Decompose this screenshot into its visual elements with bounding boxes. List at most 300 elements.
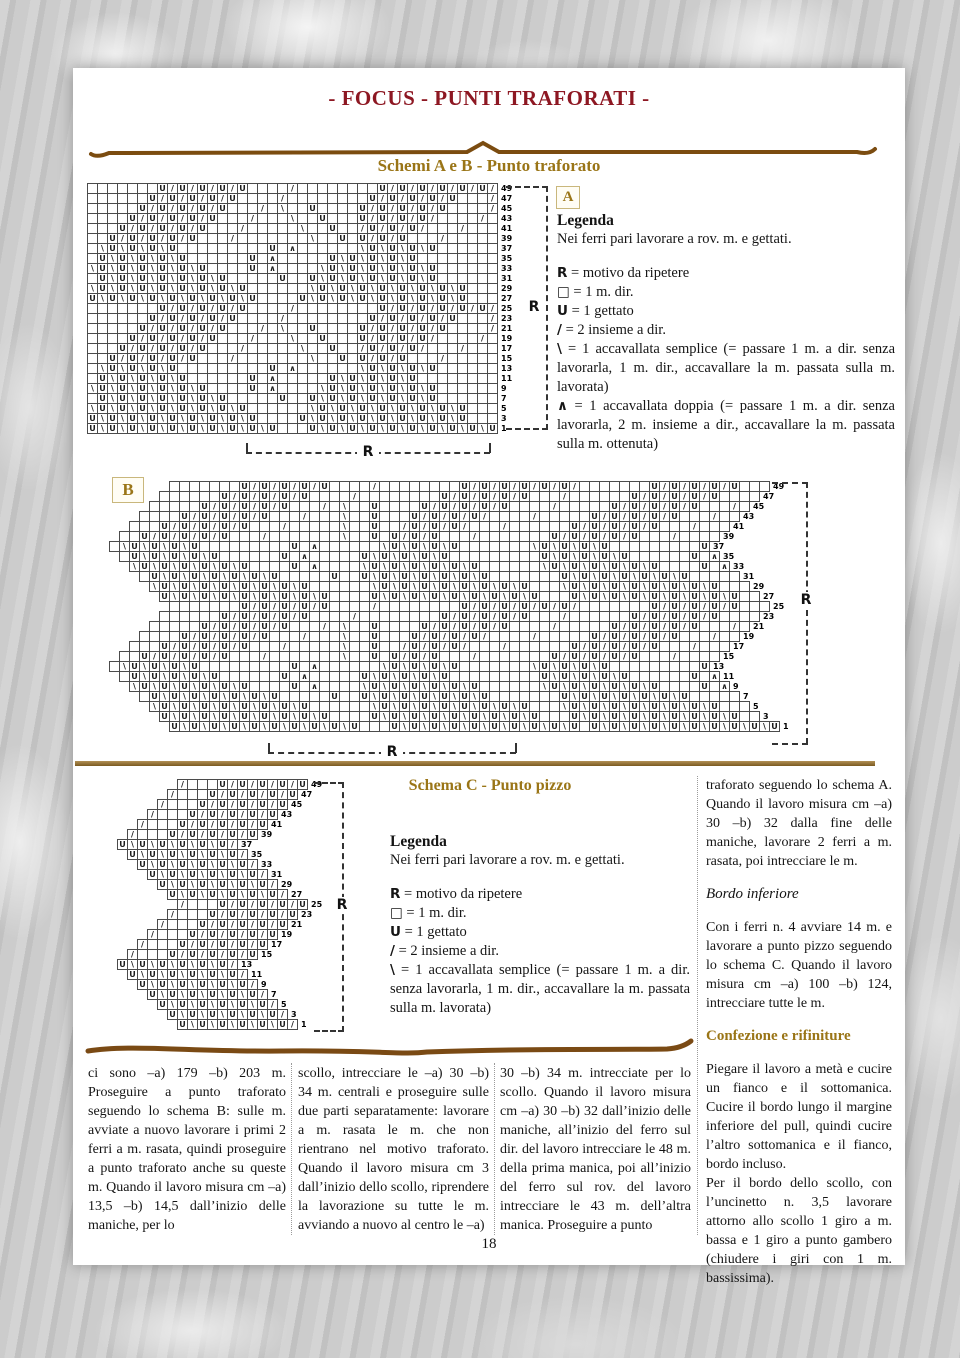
chart-cell: U	[459, 701, 470, 712]
chart-cell: /	[269, 501, 280, 512]
chart-cell: \	[297, 343, 308, 354]
chart-cell: U	[279, 601, 290, 612]
chart-cell: /	[509, 481, 520, 492]
chart-cell: /	[167, 203, 178, 214]
chart-cell: U	[167, 949, 178, 960]
chart-cell: U	[447, 193, 458, 204]
legend-symbol-square: □	[557, 284, 570, 300]
chart-cell: U	[377, 293, 388, 304]
chart-cell: U	[449, 631, 460, 642]
bottom-column-2: scollo, intrecciare le –a) 30 –b) 34 m. centrali e proseguire sulle due parti separatamente: lavorare a m. rasata le m. che non rientrano nel motivo traforato. Quando il lavoro misura cm 3 dall’inizio dello scollo, riprendere la lavorazione su tutte le m. avviando a nuovo al centro le –a)	[298, 1066, 489, 1233]
chart-cell: /	[387, 183, 398, 194]
chart-cell: U	[589, 531, 600, 542]
chart-cell: U	[449, 511, 460, 522]
chart-cell: U	[177, 323, 188, 334]
chart-cell: U	[559, 671, 570, 682]
chart-cell: /	[417, 223, 428, 234]
legend-item: / = 2 insieme a dir.	[390, 943, 499, 959]
chart-cell: U	[419, 621, 430, 632]
chart-cell: U	[239, 681, 250, 692]
chart-cell: U	[157, 253, 168, 264]
chart-cell: \	[97, 243, 108, 254]
row-number: 15	[261, 950, 273, 959]
chart-cell: U	[569, 721, 580, 732]
chart-cell: \	[439, 661, 450, 672]
chart-cell: U	[679, 571, 690, 582]
chart-cell: U	[347, 263, 358, 274]
chart-cell: \	[649, 571, 660, 582]
chart-cell: U	[187, 423, 198, 434]
legend-item: U = 1 gettato	[390, 924, 467, 940]
chart-cell: U	[147, 363, 158, 374]
chart-cell: U	[239, 581, 250, 592]
legend-item: U = 1 gettato	[557, 303, 634, 319]
chart-cell: U	[457, 403, 468, 414]
chart-cell: U	[729, 481, 740, 492]
chart-cell: /	[457, 223, 468, 234]
chart-cell: U	[649, 521, 660, 532]
chart-cell: \	[167, 999, 178, 1010]
chart-cell: \	[387, 283, 398, 294]
chart-cell: \	[177, 413, 188, 424]
bordo-inferiore-heading: Bordo inferiore	[706, 886, 799, 902]
chart-cell: /	[659, 621, 670, 632]
chart-cell: U	[207, 829, 218, 840]
chart-cell: \	[197, 1009, 208, 1020]
legend-item: R = motivo da ripetere	[390, 886, 523, 902]
chart-cell: U	[589, 511, 600, 522]
chart-cell: \	[447, 293, 458, 304]
chart-cell: U	[239, 491, 250, 502]
chart-cell: \	[447, 413, 458, 424]
chart-cell: /	[189, 511, 200, 522]
chart-cell: U	[459, 611, 470, 622]
legend-a	[557, 212, 895, 454]
chart-cell: U	[279, 481, 290, 492]
chart-cell: /	[377, 343, 388, 354]
chart-b-bracket-bottom	[772, 743, 808, 745]
row-number: 5	[501, 404, 507, 413]
chart-cell: U	[429, 661, 440, 672]
chart-cell: /	[489, 491, 500, 502]
chart-cell: /	[419, 631, 430, 642]
chart-cell: U	[227, 293, 238, 304]
chart-cell: U	[197, 303, 208, 314]
chart-cell: /	[469, 501, 480, 512]
chart-cell: U	[199, 591, 210, 602]
chart-cell: U	[669, 621, 680, 632]
chart-cell: /	[579, 521, 590, 532]
chart-cell: /	[177, 899, 188, 910]
chart-cell: /	[287, 183, 298, 194]
chart-cell: U	[267, 789, 278, 800]
chart-cell: U	[247, 829, 258, 840]
chart-cell: /	[427, 203, 438, 214]
chart-cell: /	[499, 641, 510, 652]
chart-cell: /	[237, 909, 248, 920]
chart-cell: U	[167, 233, 178, 244]
chart-cell: \	[619, 721, 630, 732]
chart-cell: U	[177, 263, 188, 274]
chart-cell: ∧	[709, 671, 720, 682]
chart-cell: \	[699, 591, 710, 602]
chart-cell: U	[579, 691, 590, 702]
row-number: 15	[723, 652, 735, 661]
chart-cell: \	[519, 721, 530, 732]
chart-cell: \	[97, 363, 108, 374]
chart-cell: /	[207, 303, 218, 314]
chart-cell: /	[419, 641, 430, 652]
chart-cell: \	[439, 721, 450, 732]
chart-cell: U	[509, 721, 520, 732]
chart-cell: \	[639, 561, 650, 572]
chart-cell: \	[357, 273, 368, 284]
chart-cell: U	[237, 899, 248, 910]
chart-cell: \	[357, 243, 368, 254]
chart-cell: U	[187, 869, 198, 880]
chart-cell: U	[259, 511, 270, 522]
chart-cell: U	[157, 273, 168, 284]
chart-cell: /	[257, 989, 268, 1000]
chart-cell: U	[217, 819, 228, 830]
chart-cell: U	[167, 193, 178, 204]
chart-cell: U	[229, 571, 240, 582]
chart-cell: U	[409, 591, 420, 602]
chart-cell: \	[117, 413, 128, 424]
chart-cell: /	[599, 631, 610, 642]
chart-cell: \	[539, 561, 550, 572]
chart-cell: U	[217, 959, 228, 970]
chart-cell: \	[167, 263, 178, 274]
chart-cell: /	[177, 193, 188, 204]
chart-cell: \	[337, 263, 348, 274]
row-number: 23	[501, 314, 513, 323]
chart-cell: \	[439, 711, 450, 722]
chart-cell: U	[337, 403, 348, 414]
row-number: 43	[281, 810, 293, 819]
chart-cell: \	[337, 383, 348, 394]
chart-cell: \	[377, 373, 388, 384]
chart-cell: U	[519, 601, 530, 612]
chart-a-bracket-line	[546, 186, 548, 430]
chart-cell: /	[289, 601, 300, 612]
chart-cell: U	[217, 183, 228, 194]
row-number: 27	[763, 592, 775, 601]
chart-cell: \	[167, 283, 178, 294]
chart-cell: \	[147, 253, 158, 264]
chart-cell: /	[149, 531, 160, 542]
chart-cell: U	[237, 859, 248, 870]
chart-cell: U	[387, 393, 398, 404]
chart-cell: \	[189, 591, 200, 602]
chart-cell: /	[639, 521, 650, 532]
chart-cell: U	[107, 423, 118, 434]
chart-cell: /	[729, 621, 740, 632]
chart-cell: \	[237, 293, 248, 304]
chart-cell: \	[369, 571, 380, 582]
chart-cell: U	[649, 681, 660, 692]
chart-cell: /	[679, 611, 690, 622]
chart-cell: \	[429, 571, 440, 582]
row-number: 35	[723, 552, 735, 561]
chart-cell: ∧	[267, 253, 278, 264]
chart-cell: U	[177, 959, 188, 970]
chart-cell: U	[659, 571, 670, 582]
chart-cell: U	[299, 591, 310, 602]
chart-cell: /	[137, 333, 148, 344]
chart-cell: U	[689, 481, 700, 492]
chart-cell: /	[679, 481, 690, 492]
chart-cell: U	[177, 303, 188, 314]
chart-cell: U	[177, 1019, 188, 1030]
chart-cell: \	[117, 293, 128, 304]
chart-cell: \	[417, 363, 428, 374]
chart-cell: \	[409, 571, 420, 582]
bottom-column-3: 30 –b) 34 m. intrecciate per lo scollo. Quando il lavoro misura cm –a) 30 –b) 32 dall’inizio delle maniche, all’inizio del ferro sul dir. del lavoro intrecciare le 48 m. della prima manica, poi all’inizio del ferro sul rov. del lavoro intrecciare le 43 m. dell’altra manica. Proseguire a punto	[500, 1066, 691, 1233]
chart-cell: U	[197, 819, 208, 830]
chart-cell: U	[429, 521, 440, 532]
chart-cell: \	[367, 413, 378, 424]
chart-cell: /	[449, 621, 460, 632]
chart-cell: U	[157, 223, 168, 234]
row-number: 25	[773, 602, 785, 611]
chart-cell: U	[317, 283, 328, 294]
chart-cell: U	[619, 571, 630, 582]
chart-cell: \	[187, 283, 198, 294]
chart-cell: U	[377, 413, 388, 424]
chart-cell: U	[207, 929, 218, 940]
chart-cell: U	[309, 721, 320, 732]
chart-cell: U	[237, 819, 248, 830]
chart-cell: U	[317, 403, 328, 414]
chart-cell: \	[139, 661, 150, 672]
chart-cell: /	[407, 203, 418, 214]
chart-cell: U	[367, 193, 378, 204]
chart-cell: U	[197, 203, 208, 214]
chart-cell: \	[379, 561, 390, 572]
chart-cell: \	[97, 423, 108, 434]
chart-cell: /	[209, 531, 220, 542]
chart-cell: \	[339, 631, 350, 642]
chart-b-label: B	[112, 477, 144, 503]
chart-cell: U	[279, 501, 290, 512]
chart-cell: /	[659, 481, 670, 492]
chart-cell: U	[289, 681, 300, 692]
chart-cell: U	[177, 203, 188, 214]
row-number: 19	[743, 632, 755, 641]
chart-cell: /	[679, 491, 690, 502]
chart-cell: \	[117, 363, 128, 374]
chart-cell: U	[437, 183, 448, 194]
chart-cell: U	[327, 423, 338, 434]
row-number: 31	[271, 870, 283, 879]
chart-cell: U	[239, 621, 250, 632]
chart-cell: U	[137, 273, 148, 284]
chart-cell: \	[157, 363, 168, 374]
chart-cell: U	[609, 701, 620, 712]
chart-cell: /	[217, 789, 228, 800]
chart-cell: /	[167, 223, 178, 234]
chart-cell: U	[377, 283, 388, 294]
chart-cell: \	[227, 999, 238, 1010]
chart-cell: /	[157, 919, 168, 930]
chart-cell: U	[549, 721, 560, 732]
chart-cell: U	[87, 293, 98, 304]
chart-cell: U	[257, 879, 268, 890]
chart-cell: U	[259, 621, 270, 632]
chart-cell: \	[379, 711, 390, 722]
chart-cell: /	[189, 631, 200, 642]
row-number: 11	[251, 970, 263, 979]
chart-cell: U	[87, 413, 98, 424]
chart-cell: U	[387, 343, 398, 354]
chart-cell: U	[147, 333, 158, 344]
chart-cell: /	[227, 799, 238, 810]
chart-cell: \	[117, 243, 128, 254]
chart-cell: \	[679, 711, 690, 722]
chart-cell: /	[267, 779, 278, 790]
chart-cell: \	[469, 691, 480, 702]
chart-cell: U	[169, 671, 180, 682]
chart-cell: U	[449, 541, 460, 552]
chart-cell: U	[459, 501, 470, 512]
column-separator-1	[291, 1063, 292, 1235]
chart-cell: /	[269, 491, 280, 502]
chart-cell: U	[669, 481, 680, 492]
chart-cell: U	[669, 501, 680, 512]
chart-cell: U	[179, 561, 190, 572]
chart-cell: \	[87, 283, 98, 294]
chart-cell: U	[479, 501, 490, 512]
chart-cell: U	[277, 779, 288, 790]
chart-cell: \	[307, 233, 318, 244]
chart-cell: U	[437, 323, 448, 334]
chart-cell: \	[159, 691, 170, 702]
chart-cell: U	[417, 283, 428, 294]
chart-cell: U	[169, 541, 180, 552]
row-number: 27	[501, 294, 513, 303]
chart-cell: \	[337, 393, 348, 404]
chart-cell: U	[417, 183, 428, 194]
chart-cell: \	[669, 571, 680, 582]
chart-cell: U	[599, 541, 610, 552]
chart-cell: U	[489, 721, 500, 732]
chart-cell: /	[579, 651, 590, 662]
chart-cell: U	[159, 711, 170, 722]
chart-cell: /	[419, 651, 430, 662]
chart-cell: U	[397, 293, 408, 304]
chart-cell: \	[177, 889, 188, 900]
chart-cell: U	[709, 711, 720, 722]
chart-cell: \	[247, 879, 258, 890]
chart-cell: U	[499, 701, 510, 712]
chart-cell: \	[357, 263, 368, 274]
chart-cell: U	[337, 233, 348, 244]
chart-cell: U	[347, 253, 358, 264]
legend-item: \ = 1 accavallata semplice (= passare 1 m. a dir. senza lavorarla, 1 m. dir., accavallare la m. passata sulla m. lavorata)	[557, 341, 895, 395]
chart-cell: \	[199, 571, 210, 582]
chart-cell: /	[469, 491, 480, 502]
chart-cell: U	[239, 641, 250, 652]
chart-cell: /	[217, 313, 228, 324]
chart-cell: U	[247, 909, 258, 920]
chart-cell: \	[167, 859, 178, 870]
chart-cell: /	[449, 501, 460, 512]
chart-cell: \	[107, 253, 118, 264]
chart-cell: U	[207, 193, 218, 204]
chart-cell: /	[349, 491, 360, 502]
legend-a-intro: Nei ferri pari lavorare a rov. m. e gettati.	[557, 231, 792, 247]
chart-cell: /	[639, 631, 650, 642]
chart-cell: U	[337, 293, 348, 304]
chart-b-bracket-top	[772, 482, 808, 484]
chart-cell: U	[179, 521, 190, 532]
chart-cell: /	[509, 601, 520, 612]
chart-cell: U	[167, 243, 178, 254]
chart-cell: \	[409, 671, 420, 682]
chart-cell: U	[177, 979, 188, 990]
chart-cell: U	[137, 959, 148, 970]
chart-cell: U	[159, 531, 170, 542]
chart-cell: \	[137, 243, 148, 254]
chart-cell: \	[159, 571, 170, 582]
chart-cell: \	[679, 701, 690, 712]
chart-c-bracket-bottom	[314, 1030, 344, 1032]
chart-cell: /	[187, 323, 198, 334]
chart-cell: \	[659, 581, 670, 592]
chart-cell: U	[319, 481, 330, 492]
row-number: 5	[753, 702, 759, 711]
chart-cell: /	[237, 929, 248, 940]
chart-cell: U	[197, 799, 208, 810]
chart-cell: /	[367, 353, 378, 364]
chart-cell: \	[147, 273, 158, 284]
chart-cell: U	[327, 343, 338, 354]
chart-cell: /	[209, 651, 220, 662]
chart-cell: U	[159, 651, 170, 662]
chart-cell: U	[239, 521, 250, 532]
chart-cell: U	[217, 273, 228, 284]
chart-cell: ∧	[267, 383, 278, 394]
chart-cell: /	[289, 491, 300, 502]
chart-cell: \	[197, 989, 208, 1000]
chart-cell: U	[299, 711, 310, 722]
chart-cell: \	[219, 571, 230, 582]
chart-cell: /	[367, 333, 378, 344]
chart-cell: U	[519, 481, 530, 492]
chart-cell: U	[649, 581, 660, 592]
chart-cell: /	[247, 919, 258, 930]
chart-cell: U	[197, 919, 208, 930]
chart-cell: U	[147, 293, 158, 304]
chart-cell: U	[347, 383, 358, 394]
chart-cell: \	[369, 671, 380, 682]
chart-cell: /	[399, 531, 410, 542]
chart-cell: U	[357, 403, 368, 414]
chart-cell: U	[409, 511, 420, 522]
chart-cell: \	[337, 253, 348, 264]
chart-cell: \	[589, 541, 600, 552]
chart-cell: /	[427, 183, 438, 194]
chart-cell: U	[387, 223, 398, 234]
chart-cell: U	[137, 223, 148, 234]
chart-cell: /	[277, 909, 288, 920]
chart-cell: \	[659, 701, 670, 712]
chart-cell: /	[157, 353, 168, 364]
chart-cell: U	[409, 541, 420, 552]
chart-cell: U	[257, 779, 268, 790]
chart-cell: U	[569, 711, 580, 722]
